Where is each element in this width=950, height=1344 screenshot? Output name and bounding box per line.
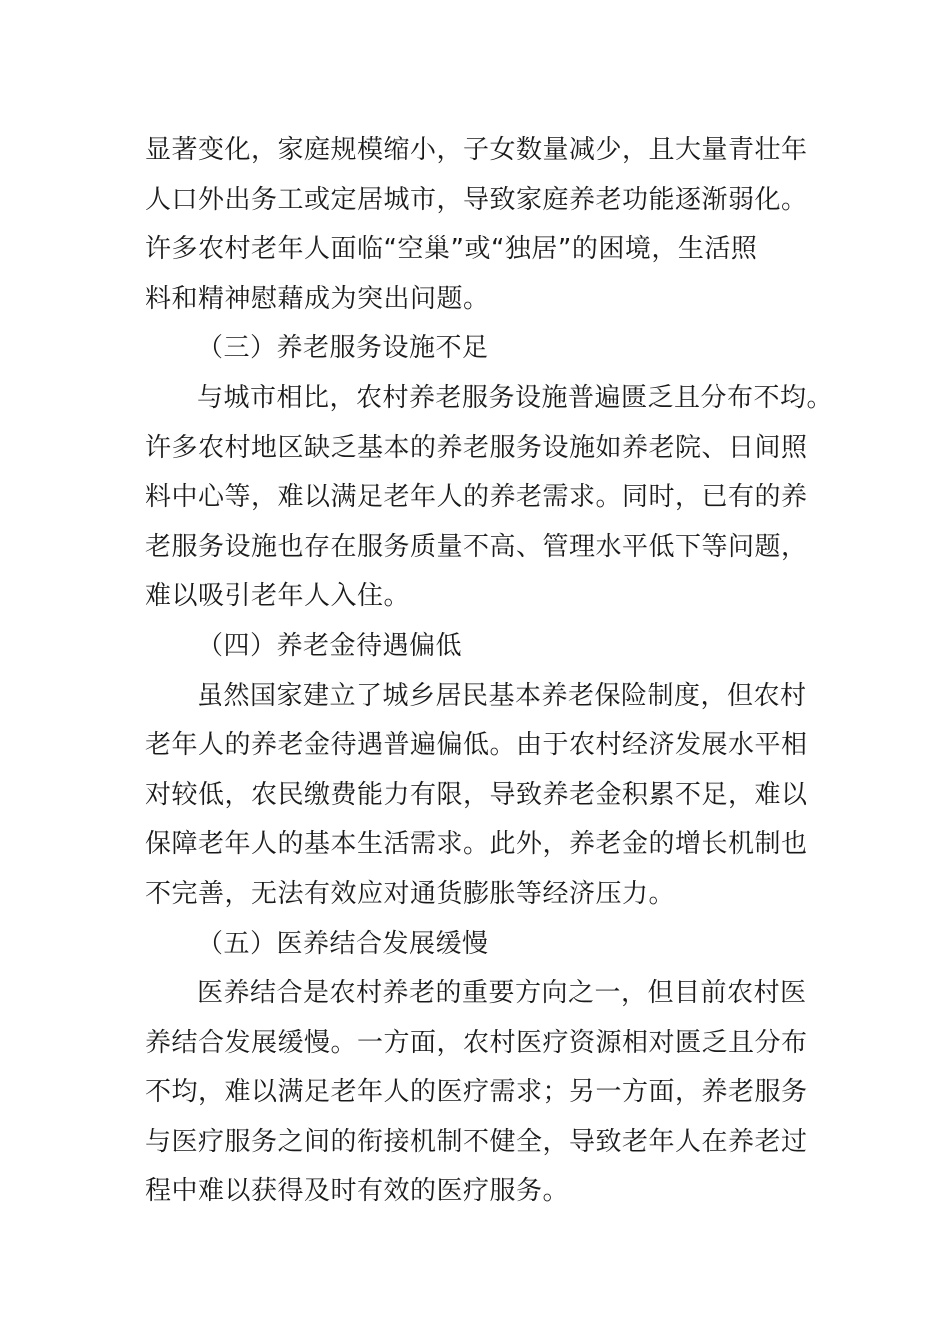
paragraph-line: 医养结合是农村养老的重要方向之一，但目前农村医 bbox=[197, 978, 807, 1009]
section-heading-5: （五）医养结合发展缓慢 bbox=[197, 928, 489, 959]
paragraph-line: 难以吸引老年人入住。 bbox=[145, 581, 411, 612]
paragraph-line: 显著变化，家庭规模缩小，子女数量减少，且大量青壮年 bbox=[145, 135, 808, 165]
paragraph-line: 人口外出务工或定居城市，导致家庭养老功能逐渐弱化。 bbox=[145, 184, 808, 215]
document-body bbox=[145, 126, 834, 1217]
paragraph-line: 许多农村地区缺乏基本的养老服务设施如养老院、日间照 bbox=[145, 432, 808, 463]
paragraph-line: 老年人的养老金待遇普遍偏低。由于农村经济发展水平相 bbox=[145, 730, 808, 761]
paragraph-line: 与医疗服务之间的衔接机制不健全，导致老年人在养老过 bbox=[145, 1126, 808, 1157]
paragraph-line: 虽然国家建立了城乡居民基本养老保险制度，但农村 bbox=[197, 680, 807, 711]
paragraph-line: 程中难以获得及时有效的医疗服务。 bbox=[145, 1176, 570, 1207]
paragraph-line: 老服务设施也存在服务质量不高、管理水平低下等问题， bbox=[145, 531, 808, 562]
section-heading-4: （四）养老金待遇偏低 bbox=[197, 630, 463, 661]
paragraph-line: 料中心等，难以满足老年人的养老需求。同时，已有的养 bbox=[145, 482, 808, 513]
paragraph-line: 与城市相比，农村养老服务设施普遍匮乏且分布不均。 bbox=[197, 382, 834, 413]
paragraph-line: 不均，难以满足老年人的医疗需求；另一方面，养老服务 bbox=[145, 1077, 808, 1108]
paragraph-line: 料和精神慰藉成为突出问题。 bbox=[145, 283, 490, 314]
paragraph-line: 对较低，农民缴费能力有限，导致养老金积累不足，难以 bbox=[145, 779, 808, 810]
paragraph-line: 养结合发展缓慢。一方面，农村医疗资源相对匮乏且分布 bbox=[145, 1027, 808, 1058]
paragraph-line: 许多农村老年人面临“空巢”或“独居”的困境，生活照 bbox=[145, 234, 758, 265]
paragraph-line: 不完善，无法有效应对通货膨胀等经济压力。 bbox=[145, 878, 676, 909]
paragraph-line: 保障老年人的基本生活需求。此外，养老金的增长机制也 bbox=[145, 829, 808, 860]
section-heading-3: （三）养老服务设施不足 bbox=[197, 333, 489, 364]
